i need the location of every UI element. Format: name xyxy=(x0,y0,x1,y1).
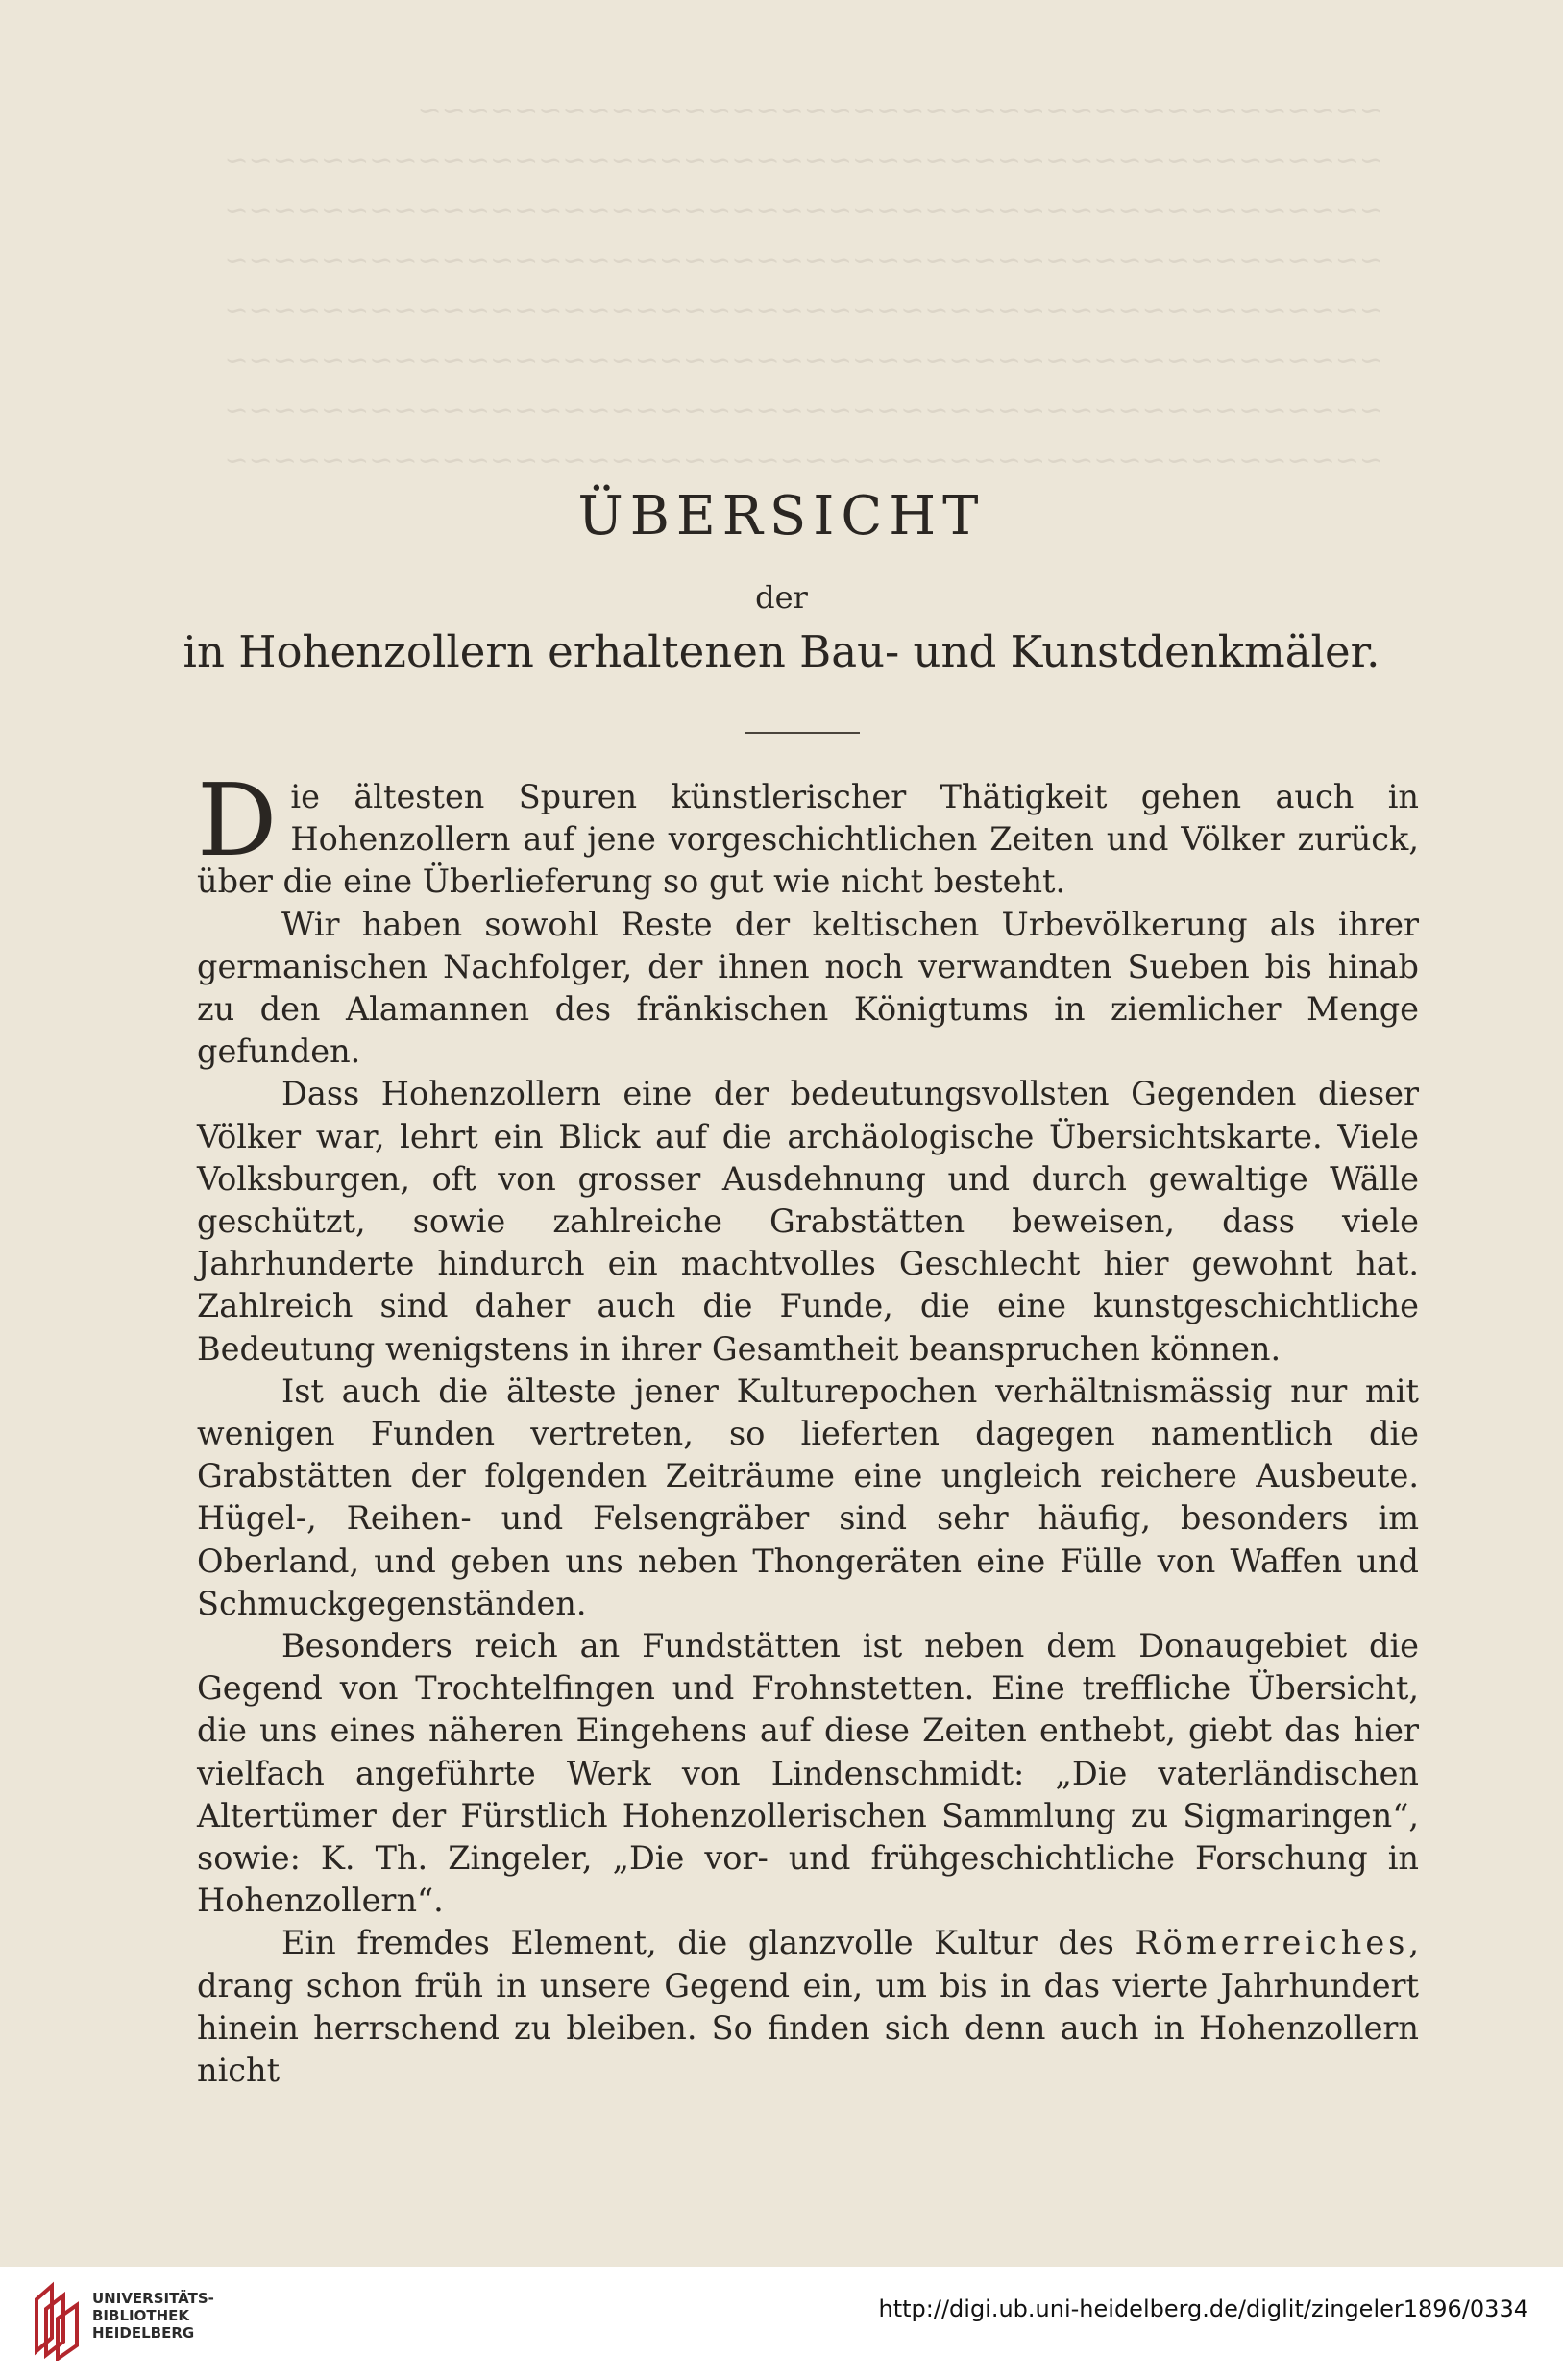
logo-line-2: BIBLIOTHEK xyxy=(92,2307,189,2324)
paragraph-6 xyxy=(197,1922,1419,2092)
paragraph-6-start: Ein fremdes Element, die glanzvolle Kultur des xyxy=(281,1924,1136,1962)
footer-url-link[interactable]: http://digi.ub.uni-heidelberg.de/diglit/zingeler1896/0334 xyxy=(878,2295,1528,2322)
title-divider xyxy=(745,732,860,734)
footer-bar xyxy=(0,2267,1563,2380)
subtitle-der: der xyxy=(755,579,808,616)
paragraph-5: Besonders reich an Fundstätten ist neben dem Donaugebiet die Gegend von Trochtelfingen und Frohnstetten. Eine treffliche Übersicht, die uns eines näheren Eingehens auf diese Zeiten enthebt, giebt das hier vielfach angeführte Werk von Lindenschmidt: „Die vaterländischen Altertümer der Fürstlich Hohenzollerischen Sammlung zu Sigmaringen“, sowie: K. Th. Zingeler, „Die vor- und frühgeschichtliche Forschung in Hohenzollern“. xyxy=(197,1627,1419,1920)
paragraph-6-end: , drang schon früh in unsere Gegend ein, um bis in das vierte Jahrhundert hinein herrschend zu bleiben. So finden sich denn auch in Hohenzollern nicht xyxy=(197,1924,1419,2090)
bleed-through-texture: ~~~~~~~~~~~~~~~~~~~~~~~~~~~~~~~~~~~~~~~~ ~~~~~~~~~~~~~~~~~~~~~~~~~~~~~~~~~~~~~~~~~~~~~~~~ ~~~~~~~~~~~~~~~~~~~~~~~~~~~~~~~~~~~~~~~~~~~~~~~~ ~~~~~~~~~~~~~~~~~~~~~~~~~~~~~~~~~~~~~~~~~~~~~~~~ ~~~~~~~~~~~~~~~~~~~~~~~~~~~~~~~~~~~~~~~~~~~~~~~~ ~~~~~~~~~~~~~~~~~~~~~~~~~~~~~~~~~~~~~~~~~~~~~~~~ ~~~~~~~~~~~~~~~~~~~~~~~~~~~~~~~~~~~~~~~~~~~~~~~~ ~~~~~~~~~~~~~~~~~~~~~~~~~~~~~~~~~~~~~~~~~~~~~~~~ xyxy=(224,94,1383,477)
drop-cap: D xyxy=(197,762,278,879)
page-title: ÜBERSICHT xyxy=(577,485,986,547)
paragraph-1-text: ie ältesten Spuren künstlerischer Thätigkeit gehen auch in Hohenzollern auf jene vorgeschichtlichen Zeiten und Völker zurück, über die eine Überlieferung so gut wie nicht besteht. xyxy=(197,778,1419,901)
logo-line-3: HEIDELBERG xyxy=(92,2324,195,2342)
paragraph-4: Ist auch die älteste jener Kulturepochen verhältnismässig nur mit wenigen Funden vertreten, so lieferten dagegen namentlich die Grabstätten der folgenden Zeiträume eine ungleich reichere Ausbeute. Hügel-, Reihen- und Felsengräber sind sehr häufig, besonders im Oberland, und geben uns neben Thongeräten eine Fülle von Waffen und Schmuckgegenständen. xyxy=(197,1372,1419,1622)
library-logo-text xyxy=(92,2290,214,2342)
logo-line-1: UNIVERSITÄTS- xyxy=(92,2290,214,2307)
paragraph-3: Dass Hohenzollern eine der bedeutungsvollsten Gegenden dieser Völker war, lehrt ein Blick auf die archäologische Übersichtskarte. Viele Volksburgen, oft von grosser Ausdehnung und durch gewaltige Wälle geschützt, sowie zahlreiche Grabstätten beweisen, dass viele Jahrhunderte hindurch ein machtvolles Geschlecht hier gewohnt hat. Zahlreich sind daher auch die Funde, die eine kunstgeschichtliche Bedeutung wenigstens in ihrer Gesamtheit beanspruchen können. xyxy=(197,1075,1419,1368)
paragraph-2: Wir haben sowohl Reste der keltischen Urbevölkerung als ihrer germanischen Nachfolger, der ihnen noch verwandten Sueben bis hinab zu den Alamannen des fränkischen Königtums in ziemlicher Menge gefunden. xyxy=(197,905,1419,1071)
subtitle-main: in Hohenzollern erhaltenen Bau- und Kunstdenkmäler. xyxy=(183,626,1380,677)
body-text xyxy=(197,762,1419,2092)
paragraph-1 xyxy=(197,762,1419,904)
paragraph-6-spaced: Römerreiches xyxy=(1135,1924,1409,1962)
library-logo-icon[interactable] xyxy=(31,2280,83,2361)
